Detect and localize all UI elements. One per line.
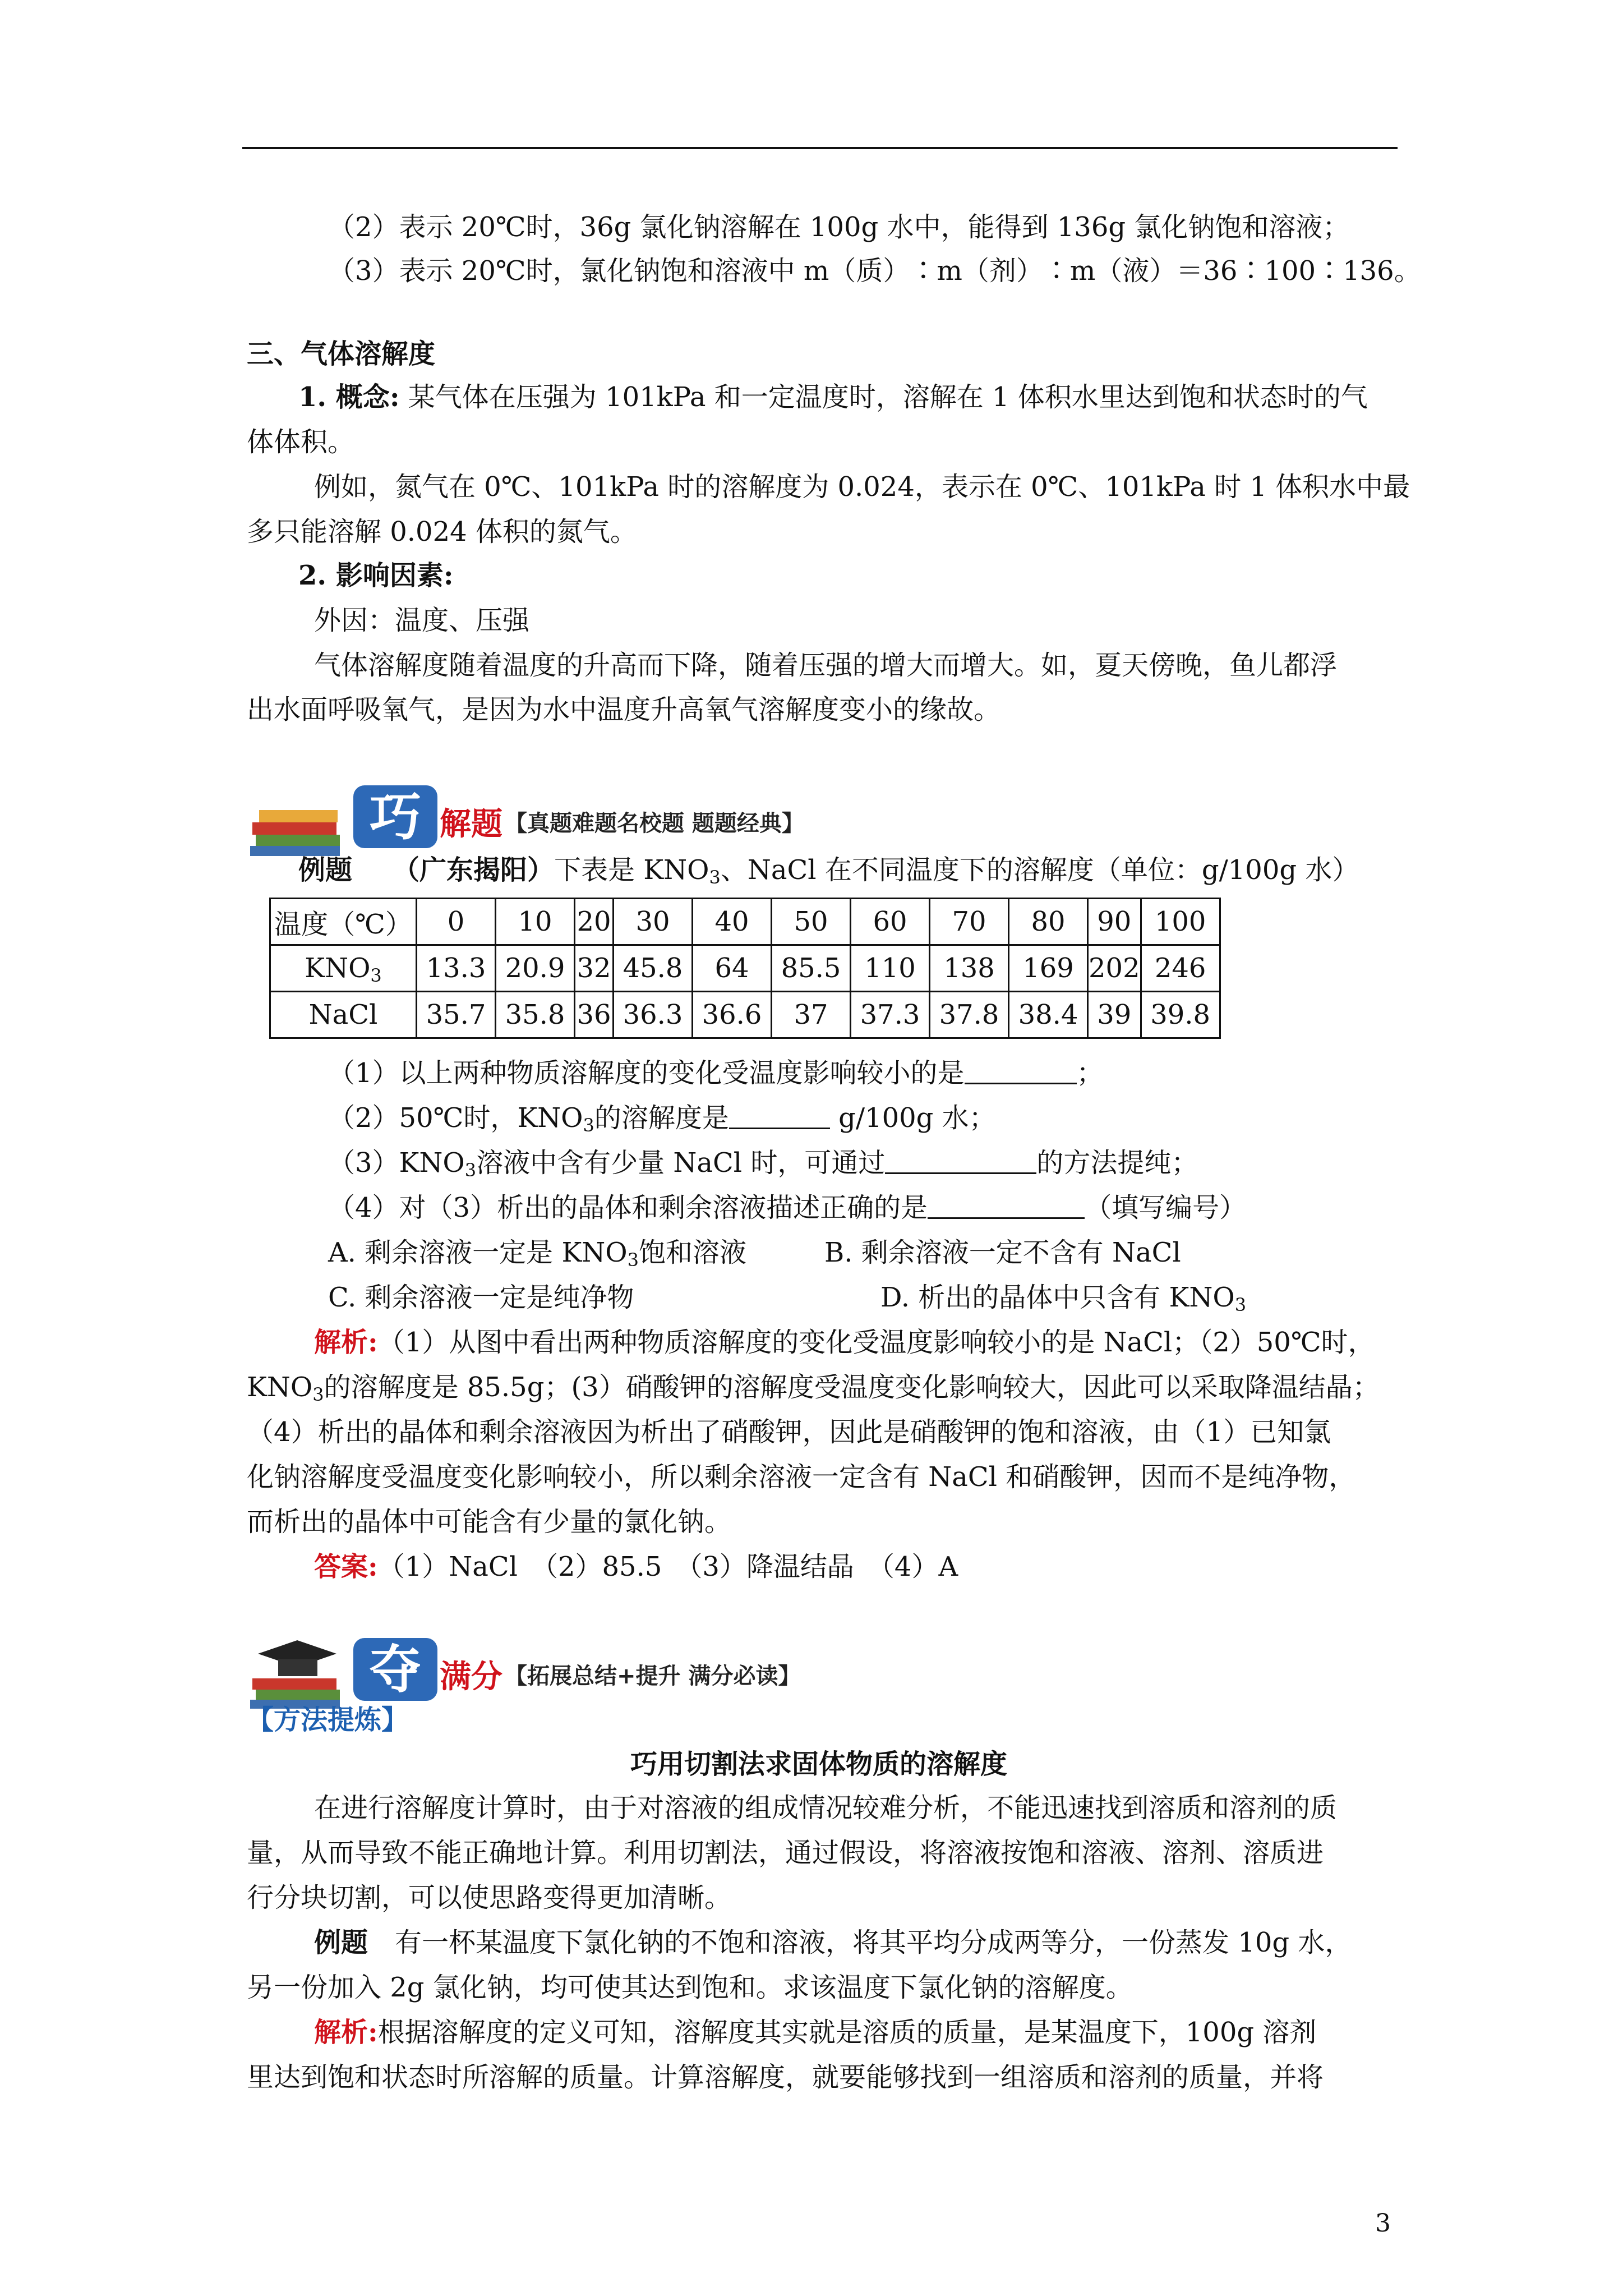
example-line: 例题 有一杯某温度下氯化钠的不饱和溶液，将其平均分成两等分，一份蒸发 10g 水，: [314, 1927, 1352, 1958]
question-line: $(3)KNO_3$溶液中含有少量 NaCl 时，可通过 的方法提纯；: [328, 1147, 1198, 1181]
table-cell: 246: [1141, 945, 1220, 992]
table-cell: 35.8: [496, 992, 575, 1038]
text-line: 例如，氮气在 0℃、101kPa 时的溶解度为 0.024，表示在 0℃、101kPa 时 1 体积水中最: [314, 471, 1410, 503]
table-cell: 37.3: [851, 992, 930, 1038]
question-line: （1）以上两种物质溶解度的变化受温度影响较小的是 ；: [328, 1057, 1104, 1089]
example-text: 、NaCl 在不同温度下的溶解度（单位：g/100g 水）: [720, 854, 1359, 886]
text-line: 另一份加入 2g 氯化钠，均可使其达到饱和。求该温度下氯化钠的溶解度。: [247, 1972, 1133, 2003]
answer-blank[interactable]: [729, 1105, 830, 1129]
answer-blank[interactable]: [928, 1195, 1085, 1219]
table-row: [270, 945, 1220, 992]
table-cell: 20: [575, 899, 614, 945]
text-line: 体体积。: [247, 426, 355, 458]
table-cell: 85.5: [772, 945, 851, 992]
table-cell: 30: [614, 899, 693, 945]
table-cell: 40: [693, 899, 772, 945]
text-line: 气体溶解度随着温度的升高而下降，随着压强的增大而增大。如，夏天傍晚，鱼儿都浮: [314, 650, 1338, 681]
page-number: 3: [1375, 2209, 1391, 2238]
banner-small-text: 解题: [440, 806, 502, 843]
table-cell: 温度（℃）: [270, 899, 417, 945]
example-text: 下表是 KNO: [554, 854, 709, 886]
table-cell: 36.6: [693, 992, 772, 1038]
text-line: 出水面呼吸氧气，是因为水中温度升高氧气溶解度变小的缘故。: [247, 694, 1001, 725]
banner-big-char: 巧: [369, 787, 422, 847]
analysis-label: 解析:: [314, 1327, 378, 1358]
answer-blank[interactable]: [965, 1060, 1077, 1084]
table-cell: 138: [930, 945, 1009, 992]
example-label: 例题: [298, 854, 353, 886]
table-cell: 45.8: [614, 945, 693, 992]
header-rule: [242, 147, 1398, 149]
table-cell: 90: [1088, 899, 1141, 945]
analysis-line: $KNO_3$的溶解度是 85.5g；(3）硝酸钾的溶解度受温度变化影响较大，因此可以采取降温结晶；: [247, 1372, 1380, 1405]
table-cell: NaCl: [270, 992, 417, 1038]
analysis-line: （4）析出的晶体和剩余溶液因为析出了硝酸钾，因此是硝酸钾的饱和溶液，由（1）已知氯: [247, 1416, 1331, 1448]
table-cell: 37.8: [930, 992, 1009, 1038]
option-b: B. 剩余溶液一定不含有 NaCl: [824, 1237, 1181, 1268]
table-cell: 100: [1141, 899, 1220, 945]
option-c: C. 剩余溶液一定是纯净物: [328, 1282, 634, 1313]
banner-big-char: 夺: [369, 1640, 422, 1700]
table-row: [270, 992, 1220, 1038]
analysis-line: 而析出的晶体中可能含有少量的氯化钠。: [247, 1506, 732, 1538]
method-title: 巧用切割法求固体物质的溶解度: [630, 1749, 1007, 1780]
answer-blank[interactable]: [885, 1150, 1036, 1174]
text-line: （2）表示 20℃时，36g 氯化钠溶解在 100g 水中，能得到 136g 氯化钠饱和溶液；: [328, 211, 1350, 243]
concept-line: [298, 373, 1442, 421]
table-row: [270, 899, 1220, 945]
concept-label: 1. 概念:: [298, 381, 400, 413]
table-cell: 20.9: [496, 945, 575, 992]
example-line: [298, 846, 1442, 894]
table-cell: 36.3: [614, 992, 693, 1038]
table-cell: 70: [930, 899, 1009, 945]
solubility-table: [269, 898, 1221, 1039]
analysis-line: 解析:（1）从图中看出两种物质溶解度的变化受温度影响较小的是 NaCl；（2）50℃时，: [314, 1327, 1375, 1358]
table-cell: 60: [851, 899, 930, 945]
example-source: （广东揭阳）: [406, 854, 555, 886]
method-label: 【方法提炼】: [247, 1704, 409, 1736]
concept-text: 某气体在压强为 101kPa 和一定温度时，溶解在 1 体积水里达到饱和状态时的气: [399, 381, 1368, 413]
table-cell: 37: [772, 992, 851, 1038]
option-a: A. 剩余溶液一定是 $KNO_3$饱和溶液: [328, 1237, 747, 1271]
text-line: 在进行溶解度计算时，由于对溶液的组成情况较难分析，不能迅速找到溶质和溶剂的质: [314, 1792, 1338, 1824]
subscript: 3: [709, 867, 721, 888]
table-cell: 39: [1088, 992, 1141, 1038]
analysis-line: 化钠溶解度受温度变化影响较小，所以剩余溶液一定含有 NaCl 和硝酸钾，因而不是纯净物，: [247, 1461, 1356, 1493]
table-cell: 64: [693, 945, 772, 992]
table-cell: 0: [417, 899, 496, 945]
text-line: 量，从而导致不能正确地计算。利用切割法，通过假设，将溶液按饱和溶液、溶剂、溶质进: [247, 1837, 1324, 1869]
text-line: 里达到饱和状态时所溶解的质量。计算溶解度，就要能够找到一组溶质和溶剂的质量，并将: [247, 2062, 1324, 2093]
table-cell: 36: [575, 992, 614, 1038]
banner-tagline: 【真题难题名校题 题题经典】: [505, 811, 804, 836]
table-cell: 50: [772, 899, 851, 945]
text-line: （3）表示 20℃时，氯化钠饱和溶液中 m（质）∶m（剂）∶m（液）＝36∶100∶136。: [328, 255, 1421, 287]
table-cell: 35.7: [417, 992, 496, 1038]
table-cell: 80: [1009, 899, 1088, 945]
text-line: 行分块切割，可以使思路变得更加清晰。: [247, 1882, 732, 1913]
question-line: （4）对（3）析出的晶体和剩余溶液描述正确的是 （填写编号）: [328, 1192, 1247, 1223]
factors-label: 2. 影响因素:: [298, 560, 454, 591]
answer-line: 答案:（1）NaCl （2）85.5 （3）降温结晶 （4）A: [314, 1551, 958, 1582]
table-cell: 13.3: [417, 945, 496, 992]
table-cell: 169: [1009, 945, 1088, 992]
table-cell: 10: [496, 899, 575, 945]
answer-label: 答案:: [314, 1551, 378, 1582]
banner-tagline: 【拓展总结+提升 满分必读】: [505, 1663, 801, 1689]
section-heading: 三、气体溶解度: [247, 338, 436, 370]
question-line: （2）50℃时，$KNO_3$的溶解度是 g/100g 水；: [328, 1102, 996, 1136]
text-line: 多只能溶解 0.024 体积的氮气。: [247, 516, 637, 547]
analysis-line: 解析:根据溶解度的定义可知，溶解度其实就是溶质的质量，是某温度下，100g 溶剂: [314, 2017, 1317, 2048]
banner-small-text: 满分: [440, 1659, 502, 1695]
option-d: D. 析出的晶体中只含有 $KNO_3$: [880, 1282, 1247, 1315]
table-cell: 39.8: [1141, 992, 1220, 1038]
table-cell: 32: [575, 945, 614, 992]
table-cell: 202: [1088, 945, 1141, 992]
table-cell: 38.4: [1009, 992, 1088, 1038]
text-line: 外因：温度、压强: [314, 605, 530, 636]
table-cell: 110: [851, 945, 930, 992]
table-cell: $KNO_3$: [270, 945, 417, 992]
